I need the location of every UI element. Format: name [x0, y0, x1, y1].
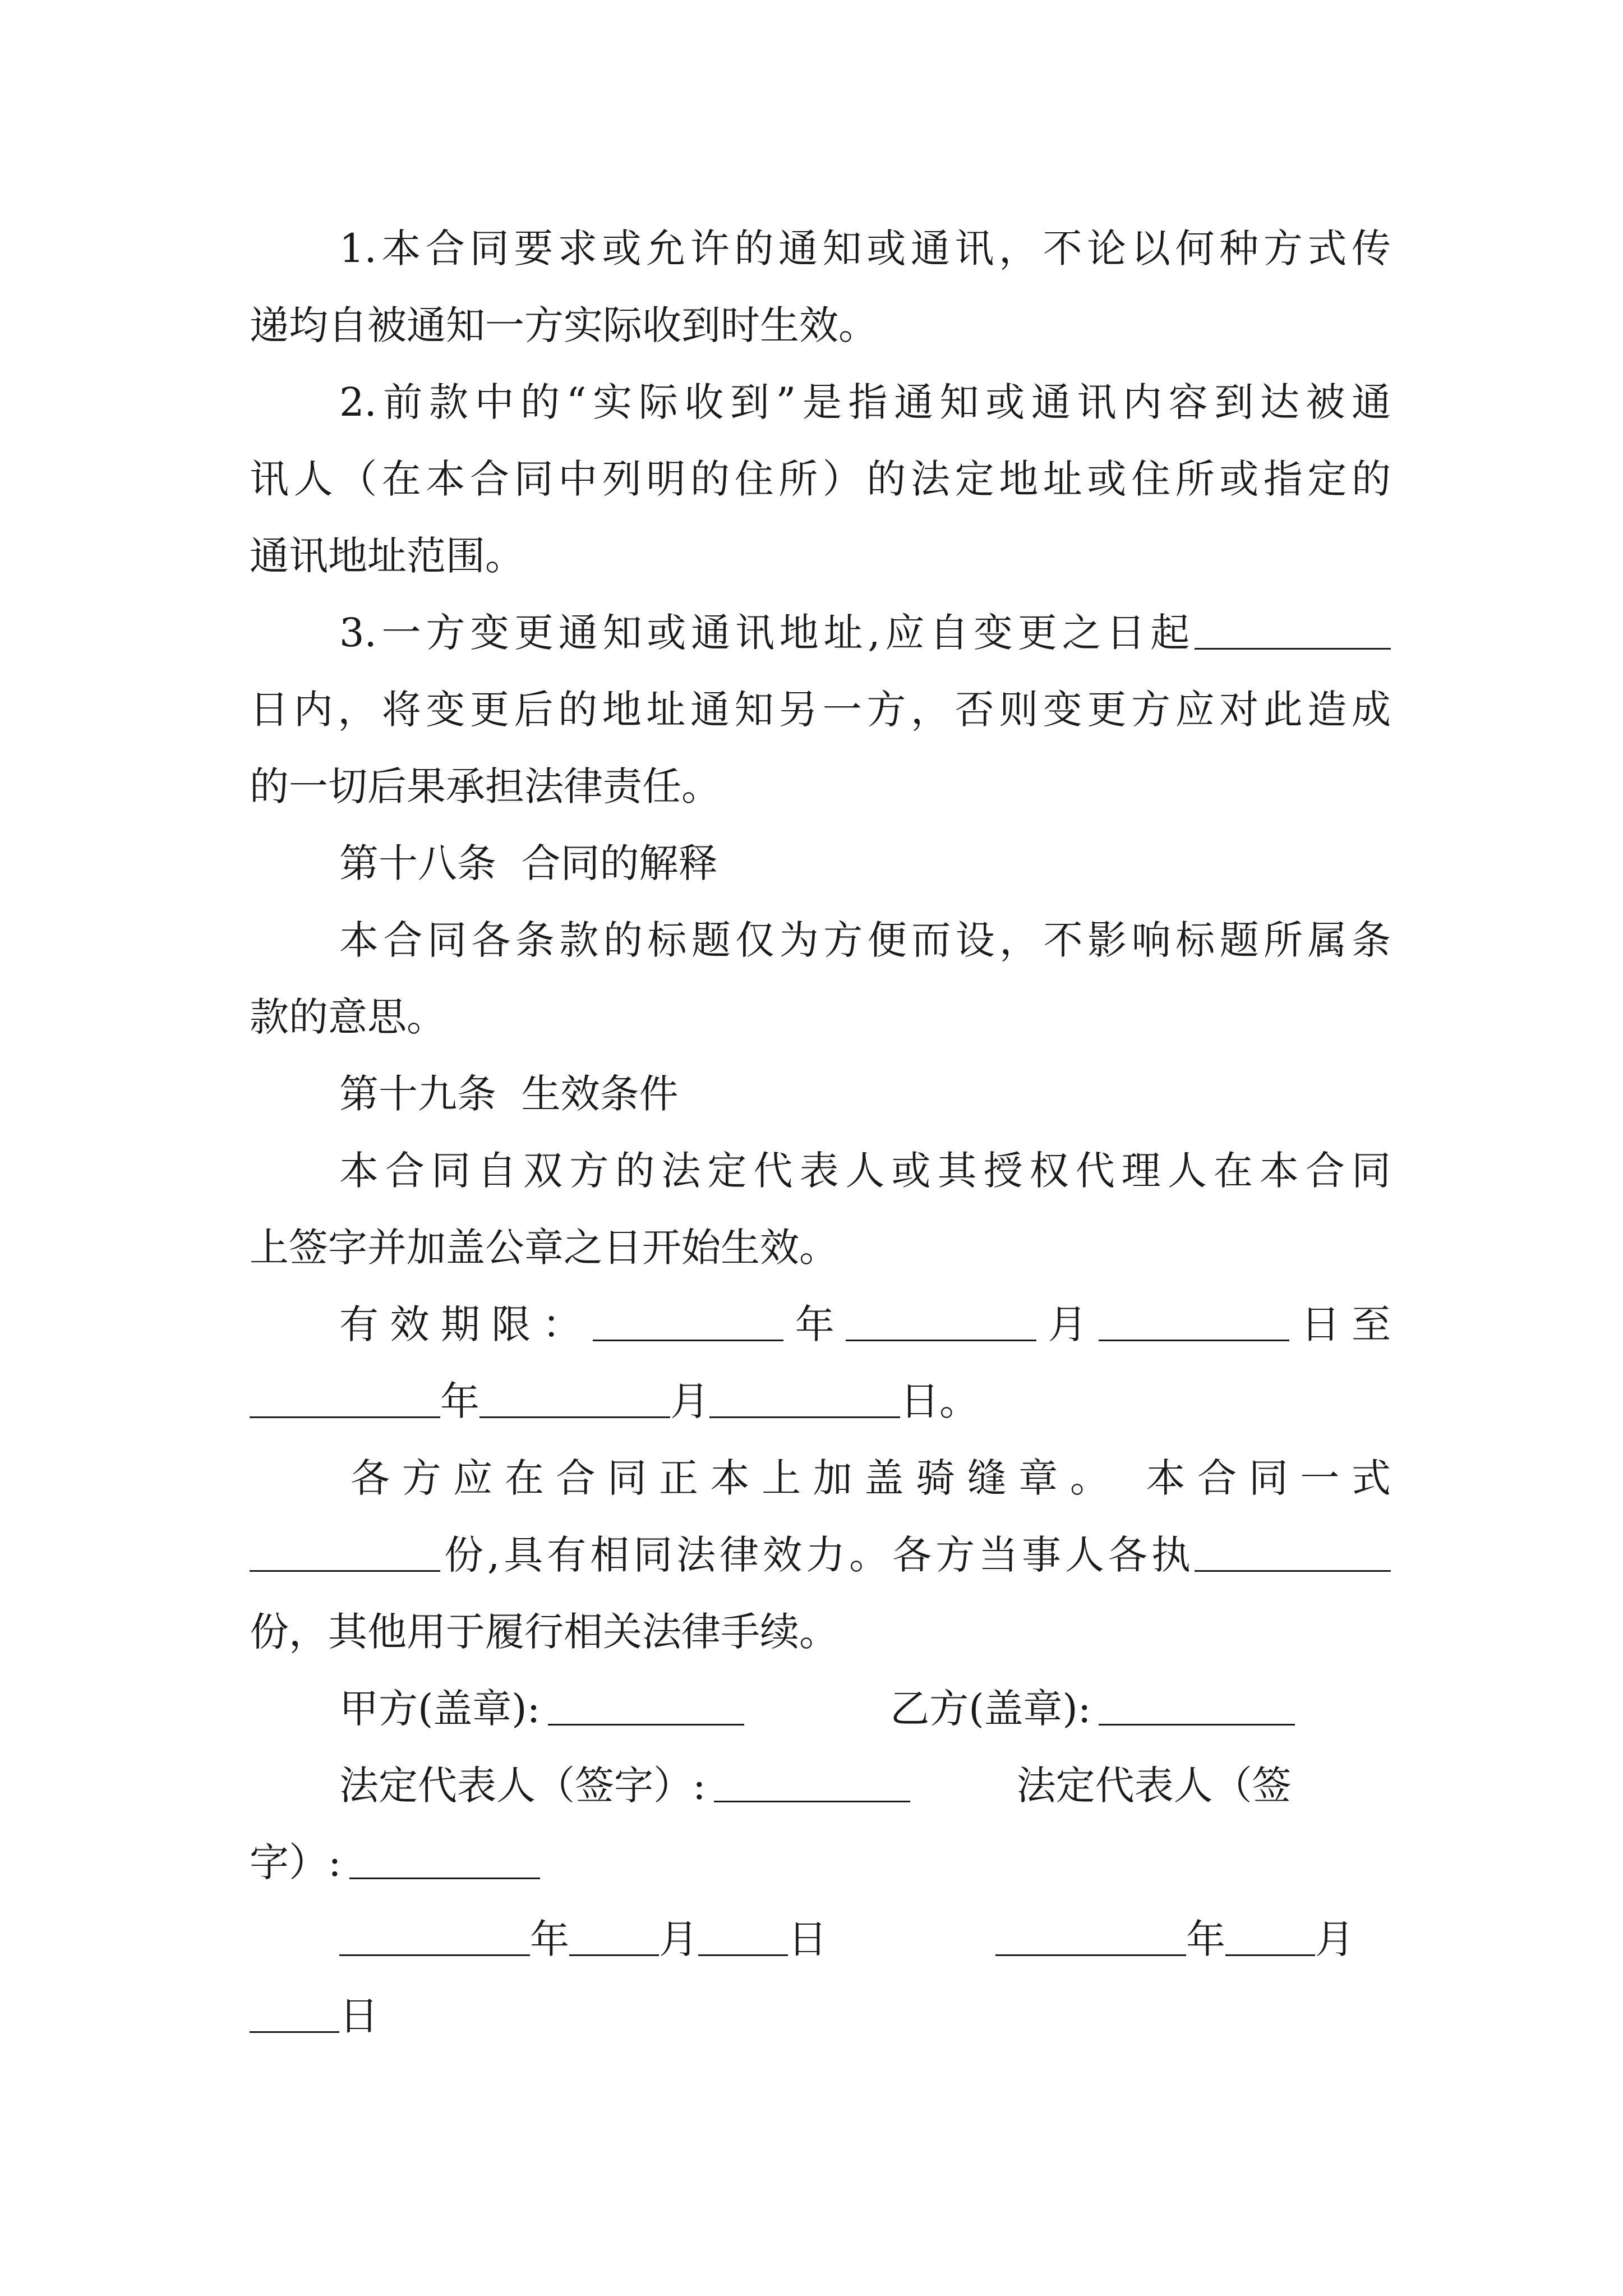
- party-b-month-blank[interactable]: [1225, 1954, 1315, 1956]
- legal-rep-b-label-2: 字）:: [250, 1839, 342, 1885]
- article-18-line-1: 本合同各条款的标题仅为方便而设，不影响标题所属条: [339, 917, 1391, 963]
- clause-item-3-line-2: 日内，将变更后的地址通知另一方，否则变更方应对此造成: [250, 687, 1391, 733]
- clause-item-2-line-1: 2.前款中的“实际收到”是指通知或通讯内容到达被通: [339, 379, 1391, 425]
- legal-rep-b-label: 法定代表人（签: [1016, 1763, 1292, 1809]
- article-19-title: 第十九条 生效条件: [339, 1071, 679, 1117]
- end-month-blank[interactable]: [479, 1416, 670, 1418]
- end-year-unit: 年: [440, 1378, 479, 1424]
- party-a-label: 甲方(盖章):: [339, 1686, 541, 1732]
- copies-end-line: 份，其他用于履行相关法律手续。: [250, 1609, 838, 1655]
- party-seal-line: [250, 1671, 1391, 1747]
- end-month-unit: 月: [670, 1378, 709, 1424]
- start-month-blank[interactable]: [846, 1340, 1036, 1341]
- article-18-title: 第十八条 合同的解释: [339, 840, 718, 886]
- party-b-label: 乙方(盖章):: [890, 1686, 1091, 1732]
- article-19-line-2: 上签字并加盖公章之日开始生效。: [250, 1225, 838, 1271]
- party-a-blank[interactable]: [548, 1724, 744, 1726]
- party-a-day-blank[interactable]: [698, 1954, 788, 1956]
- clause-item-1-line-1: 1.本合同要求或允许的通知或通讯，不论以何种方式传: [339, 226, 1391, 272]
- end-day-unit: 日。: [900, 1378, 979, 1424]
- seal-line: 各方应在合同正本上加盖骑缝章。 本合同一式: [351, 1455, 1391, 1501]
- party-a-month-unit: 月: [659, 1916, 698, 1962]
- clause-item-3-line-1: [250, 595, 1391, 671]
- legal-rep-a-label: 法定代表人（签字）:: [339, 1763, 706, 1809]
- clause-item-3-text: 3.一方变更通知或通讯地址,应自变更之日起: [339, 610, 1195, 656]
- each-copies-blank[interactable]: [1195, 1570, 1391, 1572]
- copies-line: [250, 1517, 1391, 1594]
- party-b-day-unit: 日: [339, 1993, 379, 2039]
- clause-item-3-line-3: 的一切后果承担法律责任。: [250, 763, 721, 809]
- party-b-day-blank[interactable]: [250, 2031, 339, 2033]
- start-day-blank[interactable]: [1099, 1340, 1289, 1341]
- legal-rep-b-line-2: [250, 1824, 1391, 1901]
- clause-item-1-line-2: 递均自被通知一方实际收到时生效。: [250, 302, 878, 348]
- article-18-line-2: 款的意思。: [250, 994, 446, 1040]
- days-blank[interactable]: [1195, 648, 1391, 650]
- legal-rep-line: [250, 1747, 1391, 1824]
- clause-item-2-line-3: 通讯地址范围。: [250, 533, 524, 579]
- validity-line-2: [250, 1363, 1391, 1440]
- legal-rep-b-blank[interactable]: [349, 1878, 540, 1879]
- start-day-unit: 日至: [1289, 1301, 1391, 1347]
- validity-label: 有效期限：: [339, 1301, 593, 1347]
- total-copies-blank[interactable]: [250, 1570, 440, 1572]
- party-a-year-unit: 年: [530, 1916, 569, 1962]
- document-body: [250, 210, 1391, 2055]
- signing-date-line-2: [250, 1978, 1391, 2055]
- end-year-blank[interactable]: [250, 1416, 440, 1418]
- end-day-blank[interactable]: [709, 1416, 900, 1418]
- legal-rep-a-blank[interactable]: [714, 1801, 910, 1802]
- start-year-blank[interactable]: [593, 1340, 783, 1341]
- article-19-line-1: 本合同自双方的法定代表人或其授权代理人在本合同: [339, 1148, 1391, 1194]
- party-a-year-blank[interactable]: [339, 1954, 530, 1956]
- party-a-day-unit: 日: [788, 1916, 827, 1962]
- party-a-month-blank[interactable]: [569, 1954, 659, 1956]
- start-month-unit: 月: [1036, 1301, 1099, 1347]
- signing-date-line: [250, 1901, 1391, 1978]
- party-b-year-blank[interactable]: [995, 1954, 1186, 1956]
- validity-line-1: [250, 1286, 1391, 1363]
- start-year-unit: 年: [783, 1301, 846, 1347]
- party-b-month-unit: 月: [1315, 1916, 1354, 1962]
- party-b-blank[interactable]: [1099, 1724, 1295, 1726]
- party-b-year-unit: 年: [1186, 1916, 1225, 1962]
- clause-item-2-line-2: 讯人（在本合同中列明的住所）的法定地址或住所或指定的: [250, 456, 1391, 502]
- copies-mid-text: 份,具有相同法律效力。各方当事人各执: [440, 1532, 1195, 1578]
